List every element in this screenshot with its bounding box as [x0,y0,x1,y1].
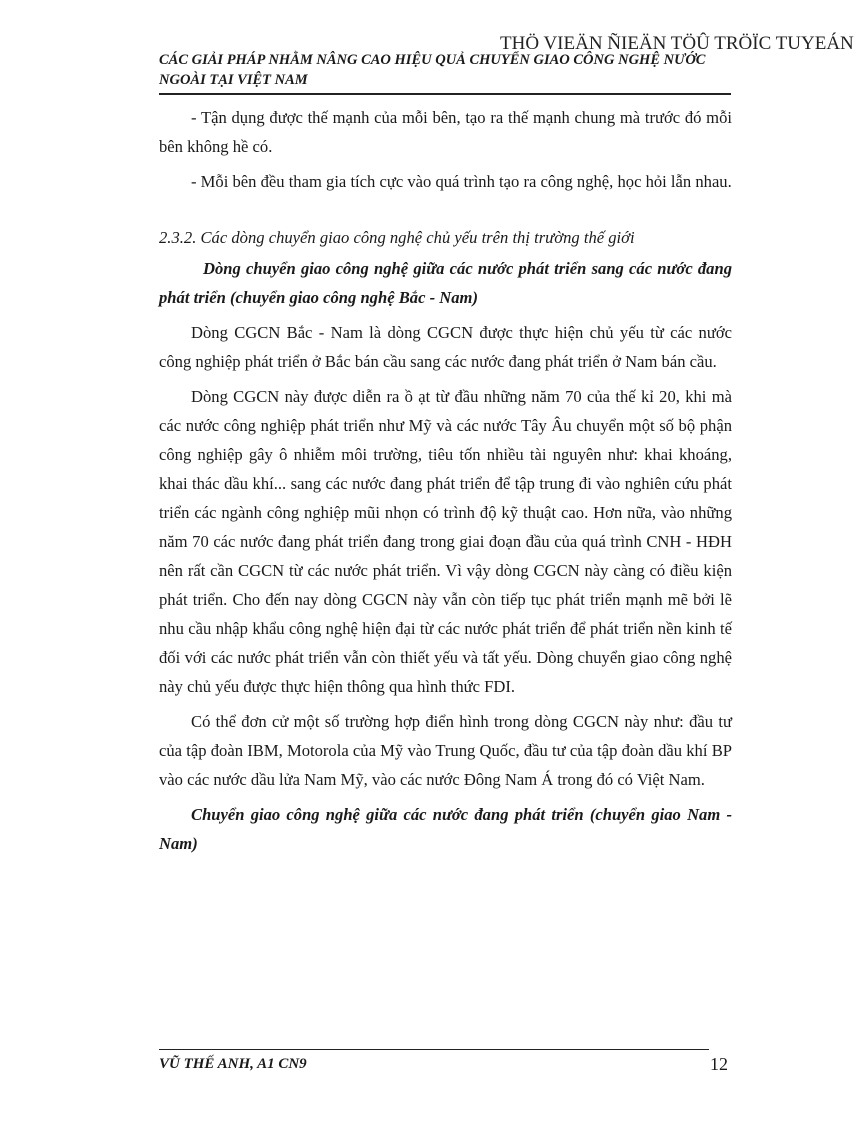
paragraph-2: - Mỗi bên đều tham gia tích cực vào quá trình tạo ra công nghệ, học hỏi lẫn nhau. [191,172,732,191]
heading-south-south: Chuyển giao công nghệ giữa các nước đang phát triển (chuyển giao Nam - Nam) [159,805,732,853]
library-watermark: THÖ VIEÄN ÑIEÄN TÖÛ TRÖÏC TUYEÁN [500,33,854,54]
section-subheading: 2.3.2. Các dòng chuyển giao công nghệ chủ yếu trên thị trường thế giới [159,228,635,247]
paragraph-4: Dòng CGCN này được diễn ra ồ ạt từ đầu những năm 70 của thế kỉ 20, khi mà các nước công nghiệp phát triển như Mỹ và các nước Tây Âu chuyển một số bộ phận công nghiệp gây ô nhiễm môi trường, tiêu tốn nhiều tài nguyên như: khai khoáng, khai thác dầu khí... sang các nước đang phát triển để tập trung đi vào nghiên cứu phát triển các ngành công nghiệp mũi nhọn có trình độ kỹ thuật cao. Hơn nữa, vào những năm 70 các nước đang phát triển đang trong giai đoạn đầu của quá trình CNH - HĐH nên rất cần CGCN từ các nước phát triển. Vì vậy dòng CGCN này càng có điều kiện phát triển. Cho đến nay dòng CGCN này vẫn còn tiếp tục phát triển mạnh mẽ bởi lẽ nhu cầu nhập khẩu công nghệ hiện đại từ các nước phát triển để phát triển nền kinh tế đối với các nước phát triển vẫn còn thiết yếu và tất yếu. Dòng chuyển giao công nghệ này chủ yếu được thực hiện thông qua hình thức FDI. [159,387,732,696]
paragraph-3: Dòng CGCN Bắc - Nam là dòng CGCN được thực hiện chủ yếu từ các nước công nghiệp phát triển ở Bắc bán cầu sang các nước đang phát triển ở Nam bán cầu. [159,323,732,371]
page-number: 12 [710,1054,728,1074]
header-divider [159,93,731,95]
footer-divider [159,1049,709,1050]
page-body [159,103,732,858]
heading-north-south: Dòng chuyển giao công nghệ giữa các nước phát triển sang các nước đang phát triển (chuyển giao công nghệ Bắc - Nam) [159,259,732,307]
footer-author: VŨ THẾ ANH, A1 CN9 [159,1056,307,1072]
running-header: CÁC GIẢI PHÁP NHẰM NÂNG CAO HIỆU QUẢ CHUYỂN GIAO CÔNG NGHỆ NƯỚC NGOÀI TẠI VIỆT NAM [159,52,706,88]
paragraph-5: Có thể đơn cử một số trường hợp điển hình trong dòng CGCN này như: đầu tư của tập đoàn IBM, Motorola của Mỹ vào Trung Quốc, đầu tư của tập đoàn dầu khí BP vào các nước dầu lửa Nam Mỹ, vào các nước Đông Nam Á trong đó có Việt Nam. [159,712,732,789]
paragraph-1: - Tận dụng được thế mạnh của mỗi bên, tạo ra thế mạnh chung mà trước đó mỗi bên không hề có. [159,108,732,156]
